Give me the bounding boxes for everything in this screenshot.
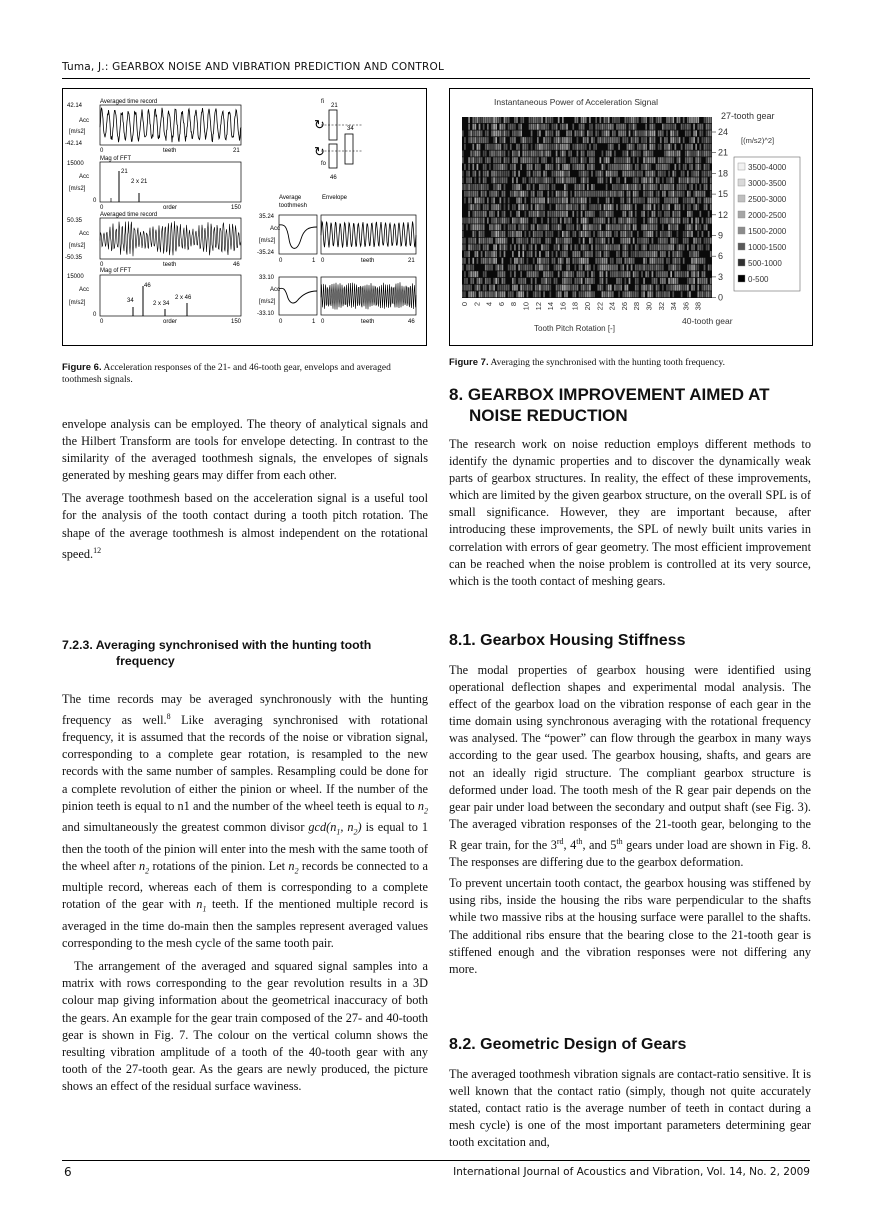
a1-curve: [279, 225, 317, 249]
figure-7-caption: [449, 357, 811, 369]
header-rule: [62, 78, 810, 79]
fig7-y-tick-label: 3: [718, 271, 724, 282]
fig7-right-axis-title: 27-tooth gear: [721, 111, 775, 121]
e2-x0: 0: [321, 319, 325, 325]
section-8-line1: [449, 384, 811, 405]
e1-xlabel: teeth: [361, 258, 375, 264]
a2-frame: [279, 277, 317, 315]
e1-x0: 0: [321, 258, 325, 264]
ref-12: 12: [93, 545, 102, 555]
gear-34-shape: [345, 134, 353, 164]
p4-acc: Acc: [79, 287, 90, 293]
fig7-legend-swatch: [738, 179, 745, 186]
fig7-x-tick-label: 28: [632, 302, 642, 311]
p4-x1: 150: [231, 319, 242, 325]
fig7-x-tick-label: 6: [496, 302, 506, 307]
fig7-legend-label: 500-1000: [748, 259, 782, 268]
gcd-mid: , n: [340, 820, 354, 835]
fig7-legend-label: 1000-1500: [748, 243, 787, 252]
p2-x1: 150: [231, 205, 242, 211]
subsection-heading-line1: 7.2.3. Averaging synchronised with the hunting tooth: [62, 638, 372, 652]
a1-x0: 0: [279, 258, 283, 264]
p3-top: 50.35: [67, 218, 83, 224]
left-paragraph-2: [62, 490, 428, 562]
p3-xlabel: teeth: [163, 262, 177, 268]
fig7-legend-swatch: [738, 163, 745, 170]
p4-frame: [100, 275, 241, 316]
a1-bottom: -35.24: [257, 250, 275, 256]
p3-unit: [m/s2]: [69, 243, 86, 249]
p1-top: 42.14: [67, 103, 83, 109]
p3-bottom: -50.35: [65, 255, 83, 261]
gear-fo-label: fo: [321, 161, 327, 167]
a2-top: 33.10: [259, 275, 275, 281]
p2-xlabel: order: [163, 205, 178, 211]
fig7-y-tick-label: 15: [718, 189, 729, 200]
fig7-y-tick-label: 21: [718, 147, 729, 158]
e1-x1: 21: [408, 258, 415, 264]
fig7-x-tick-label: 26: [619, 302, 629, 311]
fig7-x-tick-label: 2: [472, 302, 482, 307]
e2-waveform: [321, 282, 416, 309]
p2-unit: [m/s2]: [69, 186, 86, 192]
p1-bottom: -42.14: [65, 141, 83, 147]
figure-6-plots: [63, 89, 426, 345]
p4-peak1-label: 46: [144, 283, 151, 289]
section-8-2-heading: 8.2. Geometric Design of Gears: [449, 1036, 687, 1053]
fig7-x-tick-label: 24: [607, 302, 617, 311]
gear-34-label: 34: [347, 126, 354, 132]
p2-acc: Acc: [79, 174, 90, 180]
a1-top: 35.24: [259, 214, 275, 220]
fig7-legend-label: 1500-2000: [748, 227, 787, 236]
p4-top: 15000: [67, 274, 84, 280]
figure-7: [449, 88, 813, 346]
right-paragraph-3: To prevent uncertain tooth contact, the gearbox housing was stiffened by using ribs, inside the housing the ribs ware perpendicular to the shafts while two massive ribs at the housing surface were parallel to the shafts. The additional ribs ensure that the bearing close to the 21-tooth gear is stiffened enough and the vibration responses were not differing any more.: [449, 876, 811, 976]
fig7-legend-box: [734, 157, 800, 291]
n2-sub: 2: [424, 806, 428, 816]
fig7-x-tick-label: 14: [546, 302, 556, 311]
figure-6: [62, 88, 427, 346]
fig7-x-tick-label: 34: [669, 302, 679, 311]
n2-sub-3: 2: [294, 866, 299, 876]
p4-peak4-label: 2 x 46: [175, 295, 192, 301]
output-arrow-icon: ↻: [314, 144, 325, 159]
fig7-x-tick-label: 20: [583, 302, 592, 311]
fig7-y-ticks: [712, 127, 728, 303]
n2-var-3: n: [288, 858, 295, 873]
p2-frame: [100, 162, 241, 202]
fig7-x-tick-label: 0: [460, 302, 469, 307]
fig7-x-ticks: [460, 302, 703, 310]
gcd-sub1: 1: [336, 827, 341, 837]
fig7-legend-label: 3500-4000: [748, 163, 787, 172]
fig7-x-tick-label: 18: [570, 302, 580, 311]
section-8-heading: [449, 384, 811, 426]
p1-x0: 0: [100, 148, 104, 154]
fig7-x-tick-label: 38: [693, 302, 703, 311]
a2-unit: [m/s2]: [259, 299, 276, 305]
p3-acc: Acc: [79, 231, 90, 237]
running-header: Tuma, J.: GEARBOX NOISE AND VIBRATION PREDICTION AND CONTROL: [62, 61, 444, 73]
n2-sub-2: 2: [145, 866, 150, 876]
a2-bottom: -33.10: [257, 311, 275, 317]
p1-x1: 21: [233, 148, 240, 154]
fig7-legend-label: 0-500: [748, 275, 769, 284]
left-paragraph-3: [62, 691, 428, 952]
footer-rule: [62, 1160, 810, 1161]
heatmap-image: [462, 117, 712, 298]
subsection-7-2-3-heading: [62, 637, 432, 669]
sup-th-2: th: [616, 836, 623, 846]
gear-46-label: 46: [330, 175, 337, 181]
sup-th-1: th: [576, 836, 583, 846]
figure-7-caption-text: Averaging the synchronised with the hunting tooth frequency.: [490, 358, 725, 368]
right-paragraph-4: The averaged toothmesh vibration signals are contact-ratio sensitive. It is well known that the contact ratio (simply, though not quite accurately stated, contact ratio is the average number of teeth in contact during a mesh cycle) is one of the most important parameters determining gear tooth excitation and,: [449, 1067, 811, 1150]
input-arrow-icon: ↻: [314, 117, 325, 132]
figure-6-caption: [62, 362, 427, 386]
gcd-a: gcd(n: [308, 820, 337, 835]
right-paragraph-2: [449, 662, 811, 871]
fig7-legend-swatch: [738, 211, 745, 218]
fig7-x-tick-label: 32: [656, 302, 666, 311]
a2-curve: [279, 288, 317, 303]
n1-sub: 1: [202, 904, 207, 914]
p3-title: Averaged time record: [100, 212, 158, 218]
a2-x1: 1: [312, 319, 316, 325]
right-paragraph-1: The research work on noise reduction employs different methods to identify the dynamic properties and to discover the dynamically weak parts of gearbox structures. In reality, the effect of these improvements, which are limited by the given gearbox structure, on the overall SPL is of small significance. However, they are important because, after introducing these improvements, the SPL of newly built units varies in correlation with errors of gear geometry. The most efficient improvement can be reached when the noise problem is controlled at its very source, which is the tooth contact of meshing gears.: [449, 437, 811, 588]
avg-label-2: toothmesh: [279, 203, 308, 209]
fig7-title: Instantaneous Power of Acceleration Signal: [494, 97, 658, 107]
fig7-legend-label: 3000-3500: [748, 179, 787, 188]
gcd-sub2: 2: [353, 827, 358, 837]
section-8-1-heading: 8.1. Gearbox Housing Stiffness: [449, 632, 686, 649]
p4-x0: 0: [100, 319, 104, 325]
p3-e: rotations of the pinion. Let: [149, 858, 289, 873]
fig7-legend-swatch: [738, 195, 745, 202]
p4-title: Mag of FFT: [100, 268, 132, 274]
p1-acc: Acc: [79, 118, 90, 124]
fig7-y-tick-label: 12: [718, 209, 729, 220]
r2-mid1: , 4: [563, 838, 577, 853]
e2-xlabel: teeth: [361, 319, 375, 325]
n1-var: n: [196, 897, 203, 912]
fig7-y-tick-label: 6: [718, 251, 724, 262]
sup-rd: rd: [556, 836, 564, 846]
figure-7-colormap: [450, 89, 812, 345]
fig7-legend-swatch: [738, 275, 745, 282]
fig7-y-tick-label: 24: [718, 127, 729, 137]
r2-b: gears under load are shown in Fig. 8. The responses are differing due to the gearbox deformation.: [449, 838, 811, 870]
p2-top: 15000: [67, 161, 84, 167]
fig7-y-tick-label: 0: [718, 292, 724, 303]
p2-x0: 0: [100, 205, 104, 211]
r2-mid2: , and 5: [582, 838, 617, 853]
p1-waveform: [100, 108, 241, 143]
a1-acc: Acc: [270, 226, 281, 232]
n2-var-2: n: [138, 858, 146, 873]
gear-21-label: 21: [331, 103, 338, 109]
a2-x0: 0: [279, 319, 283, 325]
p2-bottom: 0: [93, 198, 97, 204]
page-number: 6: [64, 1165, 72, 1179]
p3-g: teeth. If the mentioned multiple record is averaged in the time do-main then the samples represent averaged values corresponding to the mesh cycle of the same tooth pair.: [62, 897, 428, 951]
p4-unit: [m/s2]: [69, 300, 86, 306]
fig7-x-tick-label: 12: [533, 302, 543, 311]
fig7-x-tick-label: 16: [558, 302, 568, 311]
fig7-y-tick-label: 9: [718, 230, 724, 241]
fig7-unit: [(m/s2)^2]: [741, 136, 775, 145]
fig7-x-tick-label: 4: [484, 302, 494, 307]
gcd-end: ): [357, 820, 362, 835]
gear-fi-label: fi: [321, 99, 324, 105]
env-label: Envelope: [322, 195, 348, 201]
a2-acc: Acc: [270, 287, 281, 293]
fig7-legend-label: 2500-3000: [748, 195, 787, 204]
p1-unit: [m/s2]: [69, 129, 86, 135]
fig7-x-gear-label: 40-tooth gear: [682, 316, 733, 326]
p1-xlabel: teeth: [163, 148, 177, 154]
p3-waveform: [100, 221, 241, 256]
fig7-x-axis-title: Tooth Pitch Rotation [-]: [534, 324, 615, 333]
left-column-top: [62, 416, 428, 563]
right-column-mid: [449, 662, 811, 978]
figure-6-label: Figure 6.: [62, 362, 102, 373]
e1-waveform: [321, 222, 416, 248]
p4-xlabel: order: [163, 319, 178, 325]
figure-7-label: Figure 7.: [449, 357, 489, 368]
fig7-x-tick-label: 22: [595, 302, 605, 311]
left-paragraph-2-text: The average toothmesh based on the acceleration signal is a useful tool for the analysis of the tooth contact during a tooth pitch rotation. The shape of the average toothmesh is almost independent on the rotational speed.: [62, 491, 428, 561]
n2-var: n: [417, 798, 424, 813]
left-column-bottom: [62, 691, 428, 1095]
p3-x0: 0: [100, 262, 104, 268]
fig7-legend-swatch: [738, 259, 745, 266]
p4-bottom: 0: [93, 312, 97, 318]
section-8-line1-text: 8. GEARBOX IMPROVEMENT AIMED AT: [449, 385, 770, 404]
fig7-legend-swatch: [738, 227, 745, 234]
a1-unit: [m/s2]: [259, 238, 276, 244]
figure-6-caption-text: Acceleration responses of the 21- and 46-tooth gear, envelops and averaged toothmesh signals.: [62, 363, 391, 385]
p3-a: The time records may be averaged synchronously with the hunting frequency as well.: [62, 692, 428, 728]
p4-peak3-label: 2 x 34: [153, 301, 170, 307]
subsection-heading-line2: frequency: [116, 654, 175, 668]
p3-c: and simultaneously the greatest common divisor: [62, 820, 309, 835]
p3-f: records be connected to a multiple record, whereas each of them is corresponding to a complete rotation of the gear with: [62, 858, 428, 912]
p3-d: is equal to 1 then the tooth of the pinion will enter into the mesh with the same tooth of the wheel after: [62, 820, 428, 873]
r2-a: The modal properties of gearbox housing were identified using operational deflection shapes and experimental modal analysis. The effect of the gearbox load on the vibration response of each gear in the time domain using synchronous averaging with the rotational frequency was analysed. The “power” can flow through the gearbox in many ways according to the gear used. The gearbox housing, shafts, and gears are not an ideally rigid structure. The compliant gearbox structure is deformed under load. The tooth mesh of the R gear pair depends on the gear pair under load between the secondary and output shaft (see Fig. 3). The averaged vibration responses of the 21-tooth gear, belonging to the R gear train, for the 3: [449, 663, 811, 853]
left-paragraph-1: envelope analysis can be employed. The theory of analytical signals and the Hilbert Transform are tools for envelope detecting. In contrast to the similarity of the averaged toothmesh signals, the envelopes of signals generated by meshing gears may differ from each other.: [62, 417, 428, 483]
fig7-legend-label: 2000-2500: [748, 211, 787, 220]
left-paragraph-4: The arrangement of the averaged and squared signal samples into a matrix with rows corresponding to the gear revolution results in a 3D colour map giving information about the geometrical inaccuracy of both the gears. An example for the gear train composed of the 27- and 40-tooth gear is shown in Fig. 7. The colour on the vertical column shows the resulting vibration amplitude of a tooth of the 40-tooth gear with any tooth of the 27-tooth gear. As the gears are newly produced, the picture shows an effect of the residual surface waviness.: [62, 959, 428, 1093]
fig7-x-tick-label: 36: [681, 302, 691, 311]
p2-peak1-label: 21: [121, 169, 128, 175]
avg-label-1: Average: [279, 195, 302, 201]
fig7-x-tick-label: 8: [509, 302, 519, 307]
fig7-x-tick-label: 10: [521, 302, 531, 311]
p2-peak2-label: 2 x 21: [131, 179, 148, 185]
fig7-legend-swatch: [738, 243, 745, 250]
p3-b: Like averaging synchronised with rotational frequency, it is assumed that the records of the noise or vibration signal, corresponding to a complete gear rotation, is resampled to the new records with the same number of samples. Resampling could be done for a complete revolution of either the pinion or wheel. If the number of the pinion teeth is equal to n1 and the number of the wheel teeth is equal to: [62, 713, 428, 813]
fig7-y-tick-label: 18: [718, 168, 729, 179]
e2-x1: 46: [408, 319, 415, 325]
gear-46-shape: [329, 144, 337, 168]
p1-title: Averaged time record: [100, 99, 158, 105]
a1-frame: [279, 215, 317, 254]
p4-peak2-label: 34: [127, 298, 134, 304]
section-8-line2: NOISE REDUCTION: [469, 406, 628, 425]
journal-citation: International Journal of Acoustics and Vibration, Vol. 14, No. 2, 2009: [453, 1166, 810, 1178]
a1-x1: 1: [312, 258, 316, 264]
ref-8: 8: [166, 712, 171, 722]
fig7-x-tick-label: 30: [644, 302, 654, 311]
p3-x1: 46: [233, 262, 240, 268]
p2-title: Mag of FFT: [100, 156, 132, 162]
